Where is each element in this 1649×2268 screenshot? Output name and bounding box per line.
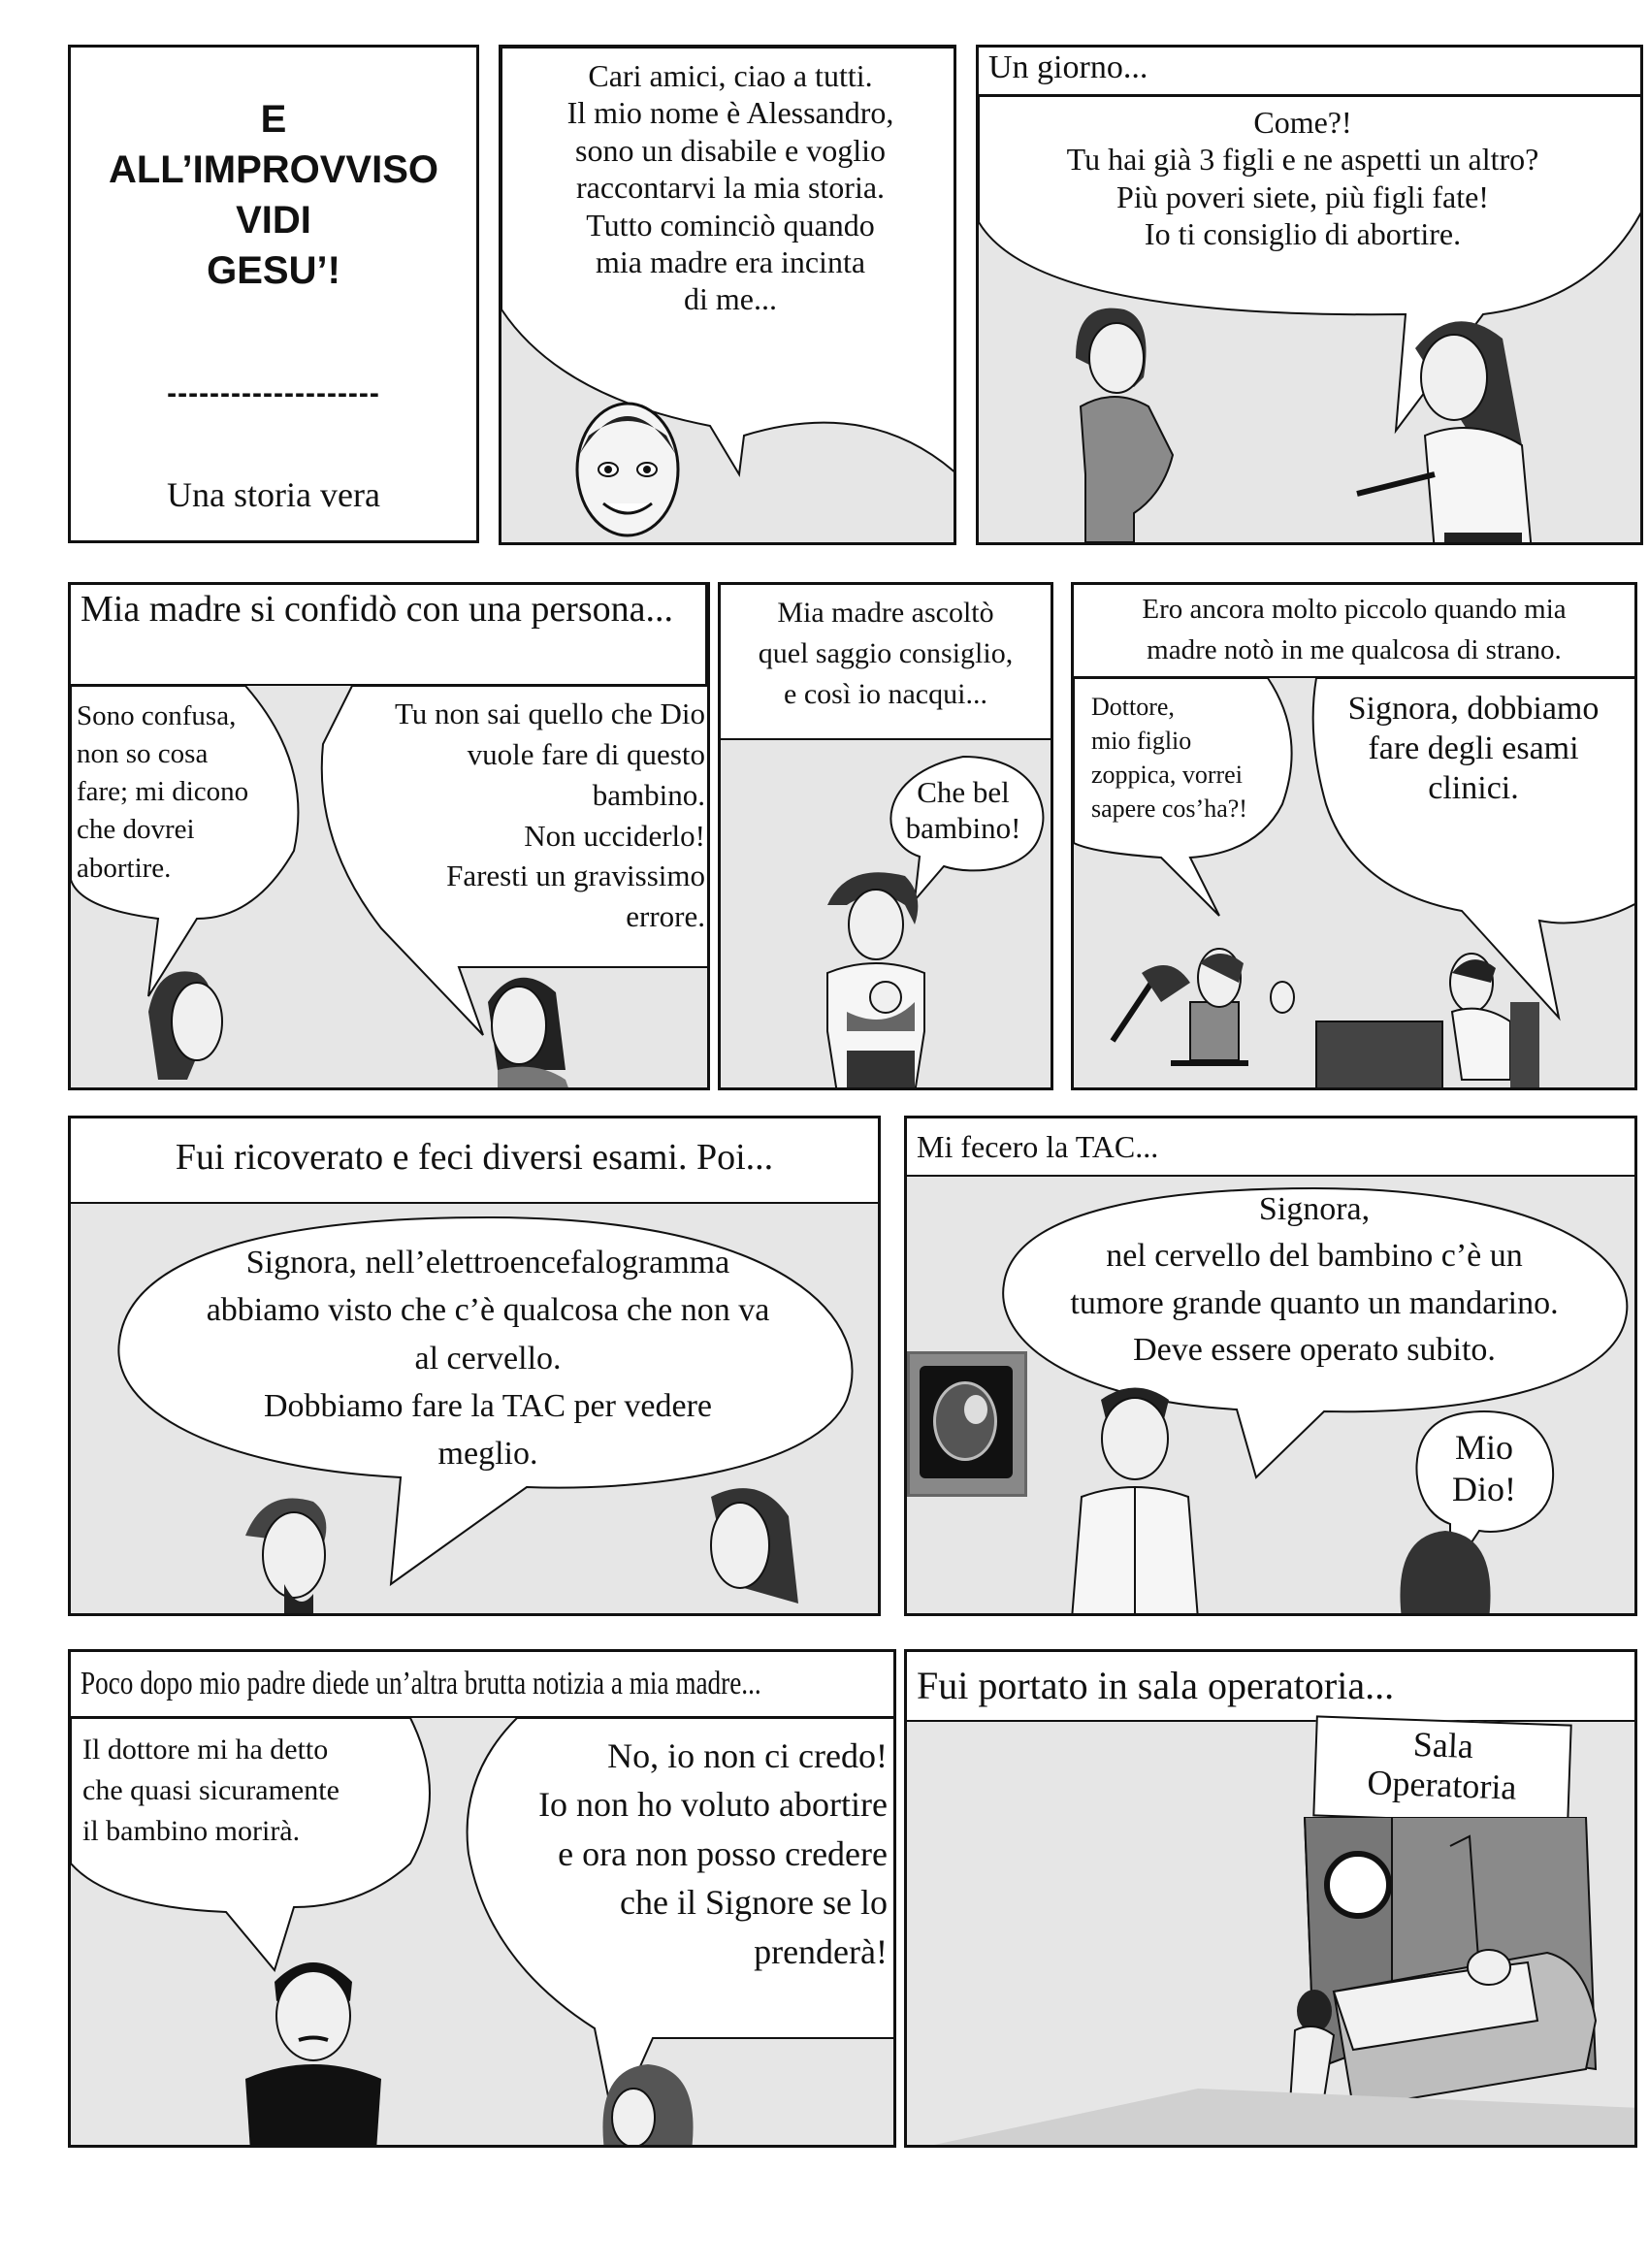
doctor-eeg-figure (236, 1487, 362, 1616)
father-figure (236, 1943, 391, 2148)
mother-back-figure (595, 2059, 701, 2148)
panel-un-giorno (976, 45, 1643, 545)
speech-bubble-mother (71, 686, 304, 987)
panel-dottore (1071, 582, 1637, 1090)
friend-profile-figure (459, 963, 585, 1090)
sign-text: Sala Operatoria (1366, 1724, 1518, 1808)
speech-text-mother-faith: No, io non ci credo! Io non ho voluto abortire e ora non posso credere che il Signore se lo prenderà! (538, 1736, 888, 1971)
operating-room-scene (907, 1817, 1637, 2148)
speech-bubble-father (71, 1718, 439, 1941)
panel-notizia (68, 1649, 896, 2148)
caption-text: Mia madre ascoltò quel saggio consiglio, e così io nacqui... (758, 597, 1014, 710)
panel-title (68, 45, 479, 543)
pregnant-mother-figure (1056, 300, 1192, 542)
caption-tac (907, 1118, 1634, 1177)
caption-text: Mia madre si confidò con una persona... (81, 589, 673, 630)
doctor-tac-figure (1062, 1380, 1208, 1616)
speech-bubble-mother-faith (459, 1718, 896, 2096)
boy-face-figure (569, 397, 686, 542)
speech-text-mother: Sono confusa, non so cosa fare; mi dicono che dovrei abortire. (77, 700, 249, 884)
speech-text-doctor: Signora, dobbiamo fare degli esami clinici. (1347, 691, 1600, 806)
speech-text-mother-question: Dottore, mio figlio zoppica, vorrei sapere cos’ha?! (1091, 693, 1247, 824)
speech-bubble-mother-question (1074, 678, 1297, 872)
caption-text: Poco dopo mio padre diede un’altra brutta notizia a mia madre... (81, 1666, 761, 1701)
speech-text-mother-tac: Mio Dio! (1452, 1428, 1516, 1509)
speech-bubble-doctor (1297, 678, 1637, 969)
panel-tac (904, 1116, 1637, 1616)
mother-eeg-figure (672, 1477, 808, 1616)
caption-text: Un giorno... (988, 49, 1148, 85)
story-title: E ALL’IMPROVVISO VIDI GESU’! (108, 98, 439, 292)
speech-text-father: Il dottore mi ha detto che quasi sicuramente il bambino morirà. (82, 1733, 340, 1847)
speech-bubble-mother-tac (1411, 1409, 1557, 1545)
caption-text: Mi fecero la TAC... (917, 1129, 1159, 1164)
panel-ricovero (68, 1116, 881, 1616)
caption-text: Ero ancora molto piccolo quando mia madre notò in me qualcosa di strano. (1142, 594, 1567, 666)
mother-profile-figure (129, 963, 245, 1090)
caption-ricovero (71, 1118, 878, 1204)
panel-nascita (718, 582, 1053, 1090)
caption-un-giorno (979, 48, 1640, 96)
caption-text: Fui portato in sala operatoria... (917, 1664, 1395, 1707)
operating-room-sign (1312, 1715, 1571, 1825)
mother-holding-baby-figure (818, 866, 934, 1090)
doctor-office-scene (1074, 944, 1637, 1090)
ct-scan-image (907, 1351, 1027, 1497)
brain-scan-icon (920, 1366, 1013, 1478)
panel-intro (499, 45, 956, 545)
caption-notizia (71, 1652, 893, 1718)
speech-text-doctor-eeg: Signora, nell’elettroencefalogramma abbiamo visto che c’è qualcosa che non va al cervello. Dobbiamo fare la TAC per vedere meglio. (206, 1245, 770, 1473)
caption-dottore (1074, 585, 1634, 678)
caption-sala-operatoria (907, 1652, 1634, 1722)
advisor-woman-figure (1338, 309, 1551, 545)
speech-bubble-doctor-eeg (110, 1215, 866, 1497)
caption-nascita (721, 585, 1051, 740)
panel-sala-operatoria (904, 1649, 1637, 2148)
caption-text: Fui ricoverato e feci diversi esami. Poi... (175, 1137, 774, 1178)
caption-confidenza (71, 585, 707, 686)
speech-bubble-friend (313, 686, 710, 1006)
speech-text-baby: Che bel bambino! (905, 775, 1021, 846)
speech-text-woman: Come?! Tu hai già 3 figli e ne aspetti un altro? Più poveri siete, più figli fate! Io ti consiglio di abortire. (1066, 105, 1539, 252)
story-subtitle: Una storia vera (167, 475, 380, 514)
mother-tac-figure (1392, 1526, 1499, 1616)
speech-text-friend: Tu non sai quello che Dio vuole fare di questo bambino. Non ucciderlo! Faresti un gravissimo errore. (394, 697, 705, 934)
title-divider: -------------------- (167, 377, 380, 409)
panel-confidenza (68, 582, 710, 1090)
speech-text-doctor-tac: Signora, nel cervello del bambino c’è un tumore grande quanto un mandarino. Deve essere operato subito. (1070, 1191, 1559, 1368)
speech-text-intro: Cari amici, ciao a tutti. Il mio nome è Alessandro, sono un disabile e voglio raccontarvi la mia storia. Tutto cominciò quando mia madre era incinta di me... (566, 58, 894, 317)
